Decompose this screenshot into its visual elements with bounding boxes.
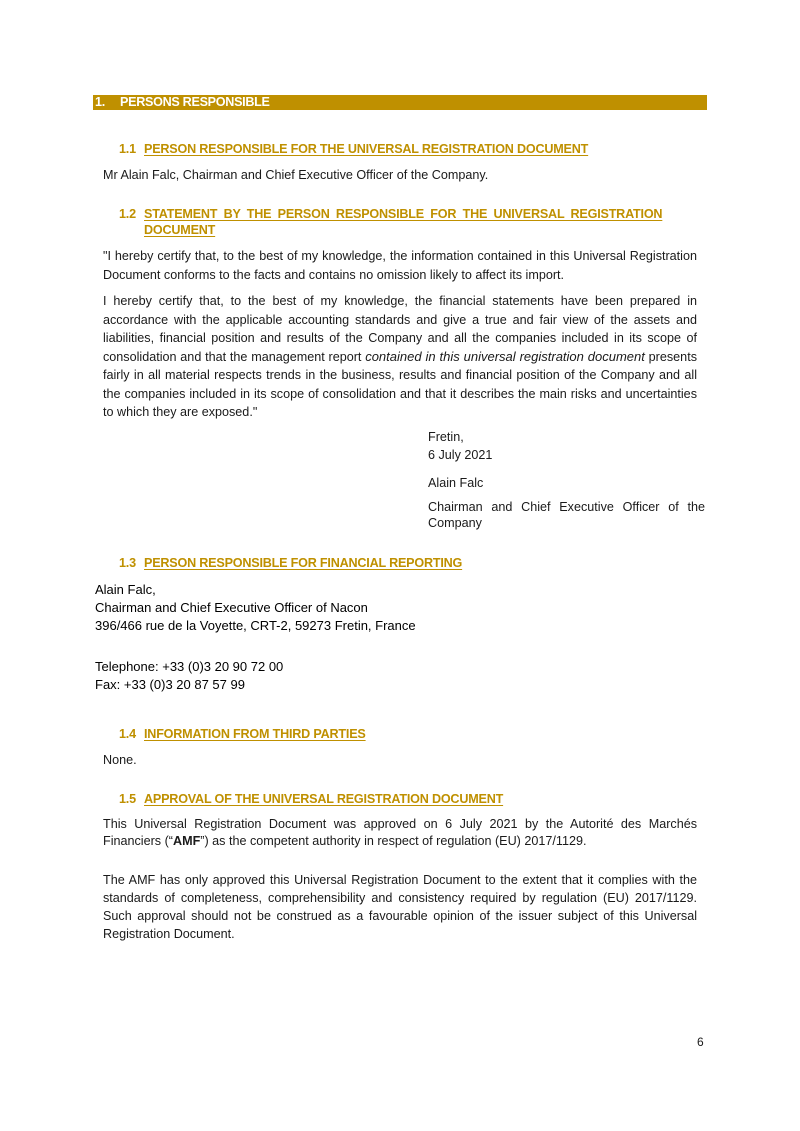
approval-paragraph-2: The AMF has only approved this Universal Registration Document to the extent that it complies with the standards of completeness, comprehensibility and consistency required by regulation (EU) 2017/1129. Such approval should not be construed as a favourable opinion of the issuer subject of this Universal Registration Document.: [103, 873, 697, 941]
contact-phone-fax: Telephone: +33 (0)3 20 90 72 00 Fax: +33 (0)3 20 87 57 99: [95, 659, 284, 692]
statement-paragraph-2: I hereby certify that, to the best of my knowledge, the financial statements have been prepared in accordance with the applicable accounting standards and give a true and fair view of the assets and liabilities, financial position and results of the Company and all the companies included in its scope of consolidation and that the management report contained in this universal registration document presents fairly in all material respects trends in the business, results and financial position of the Company and all the companies included in its scope of consolidation and that it describes the main risks and uncertainties to which they are exposed.": [103, 294, 697, 419]
financial-contact: Alain Falc, Chairman and Chief Executive Officer of Nacon 396/466 rue de la Voyette, CRT-2, 59273 Fretin, France: [95, 582, 416, 633]
subsection-heading-1-3: 1.3 PERSON RESPONSIBLE FOR FINANCIAL REPORTING: [119, 556, 463, 570]
signature-place-date: Fretin, 6 July 2021: [428, 430, 493, 462]
third-parties-text: None.: [103, 753, 137, 767]
approval-paragraph-1: This Universal Registration Document was approved on 6 July 2021 by the Autorité des Marchés Financiers (“AMF”) as the competent authority in respect of regulation (EU) 2017/1129.: [103, 817, 697, 848]
subsection-heading-1-4: 1.4 INFORMATION FROM THIRD PARTIES: [119, 727, 366, 741]
section-heading: 1. PERSONS RESPONSIBLE: [93, 95, 707, 110]
subsection-heading-1-2: 1.2 STATEMENT BY THE PERSON RESPONSIBLE FOR THE UNIVERSAL REGISTRATION DOCUMENT: [119, 207, 663, 237]
page-number: 6: [697, 1035, 704, 1049]
signatory-name: Alain Falc: [428, 476, 484, 490]
signatory-role: Chairman and Chief Executive Officer of the Company: [428, 500, 705, 530]
statement-paragraph-1: "I hereby certify that, to the best of my knowledge, the information contained in this Universal Registration Document conforms to the facts and contains no omission likely to affect its import.: [103, 249, 697, 282]
subsection-heading-1-1: 1.1 PERSON RESPONSIBLE FOR THE UNIVERSAL REGISTRATION DOCUMENT: [119, 142, 589, 156]
person-responsible-text: Mr Alain Falc, Chairman and Chief Executive Officer of the Company.: [103, 168, 489, 182]
subsection-heading-1-5: 1.5 APPROVAL OF THE UNIVERSAL REGISTRATION DOCUMENT: [119, 792, 504, 806]
